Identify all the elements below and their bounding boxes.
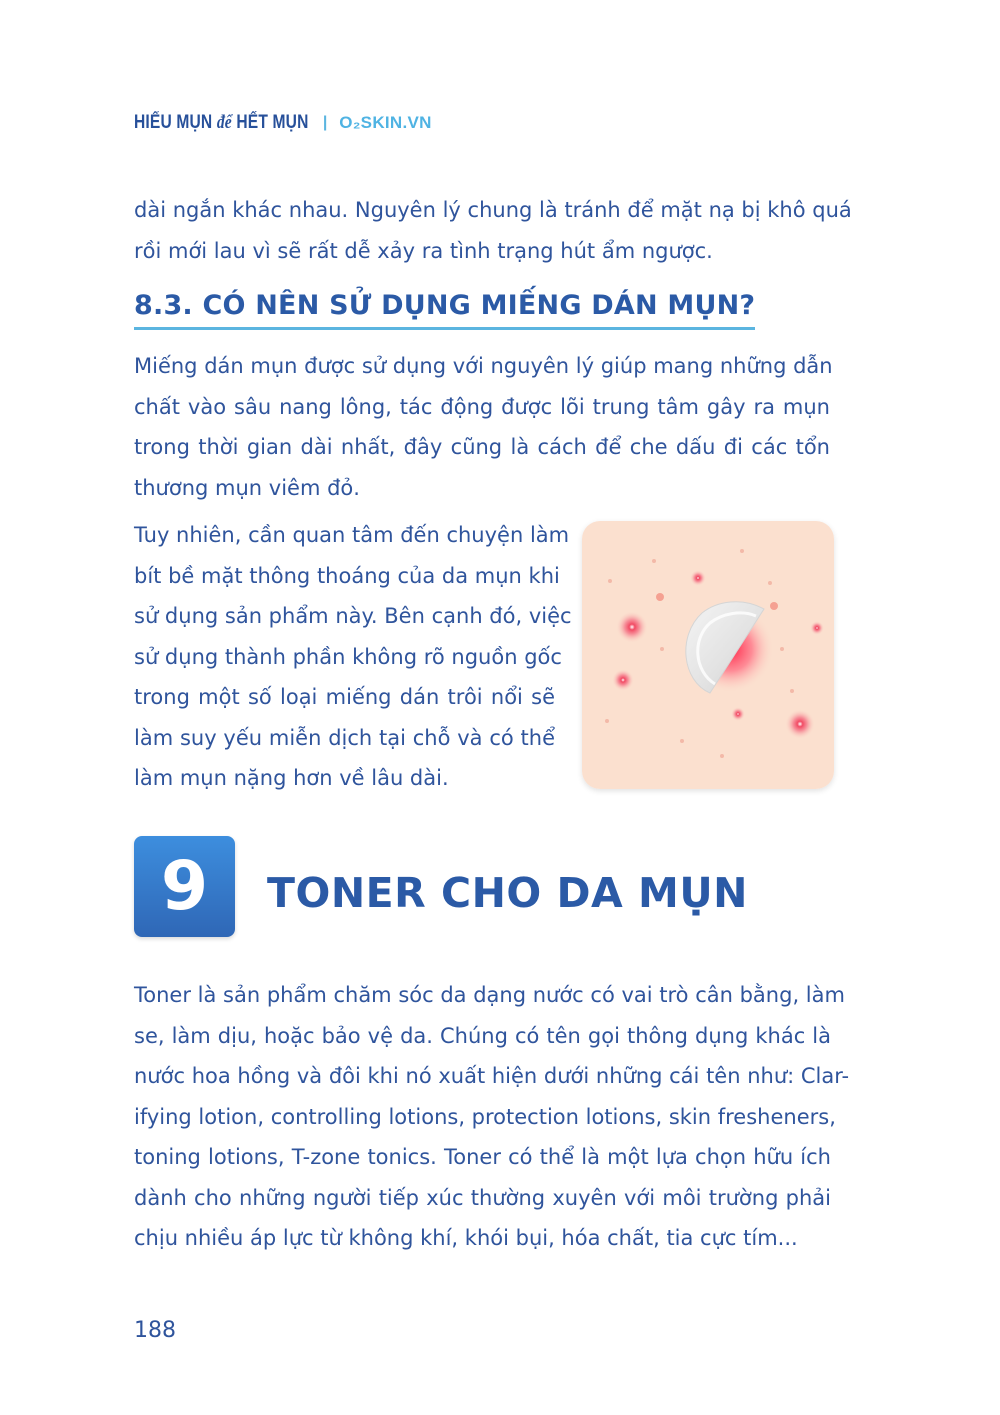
text-line: chịu nhiều áp lực từ không khí, khói bụi, hóa chất, tia cực tím... — [134, 1226, 798, 1250]
text-line: sử dụng sản phẩm này. Bên cạnh đó, việc — [134, 604, 572, 628]
text-line: trong thời gian dài nhất, đây cũng là cách để che dấu đi các tổn — [134, 435, 830, 459]
acne-patch-on-skin-icon — [582, 521, 834, 789]
text-line: Tuy nhiên, cần quan tâm đến chuyện làm — [134, 523, 570, 547]
book-title-part2: HẾT MỤN — [236, 112, 309, 133]
chapter-title: TONER CHO DA MỤN — [267, 869, 748, 917]
header-separator: | — [322, 114, 328, 131]
intro-paragraph — [134, 190, 852, 271]
text-line: ifying lotion, controlling lotions, protection lotions, skin fresheners, — [134, 1104, 836, 1129]
chapter-paragraph — [134, 975, 850, 1259]
text-line: làm suy yếu miễn dịch tại chỗ và có thể — [134, 725, 555, 750]
book-title-part1: HIỂU MỤN — [134, 112, 213, 133]
site-name: O₂SKIN.VN — [339, 113, 432, 132]
running-header — [134, 112, 432, 134]
text-line: chất vào sâu nang lông, tác động được lõi trung tâm gây ra mụn — [134, 394, 830, 419]
text-line: nước hoa hồng và đôi khi nó xuất hiện dưới những cái tên như: Clar- — [134, 1064, 850, 1088]
chapter-number-badge: 9 — [134, 836, 235, 937]
section-title: 8.3. CÓ NÊN SỬ DỤNG MIẾNG DÁN MỤN? — [134, 290, 755, 330]
section-paragraph-2 — [134, 515, 572, 799]
text-line: Toner là sản phẩm chăm sóc da dạng nước có vai trò cân bằng, làm — [134, 983, 845, 1007]
text-line: toning lotions, T-zone tonics. Toner có thể là một lựa chọn hữu ích — [134, 1145, 831, 1169]
text-line: sử dụng thành phần không rõ nguồn gốc — [134, 644, 562, 669]
text-line: se, làm dịu, hoặc bảo vệ da. Chúng có tên gọi thông dụng khác là — [134, 1023, 831, 1048]
book-title — [134, 112, 309, 134]
text-line: làm mụn nặng hơn về lâu dài. — [134, 766, 449, 790]
text-line: bít bề mặt thông thoáng của da mụn khi — [134, 563, 560, 588]
text-line: rồi mới lau vì sẽ rất dễ xảy ra tình trạng hút ẩm ngược. — [134, 238, 713, 263]
page-number: 188 — [134, 1318, 176, 1343]
book-title-de: để — [216, 112, 232, 133]
section-paragraph-1 — [134, 346, 833, 508]
text-line: Miếng dán mụn được sử dụng với nguyên lý giúp mang những dẫn — [134, 354, 833, 378]
text-line: thương mụn viêm đỏ. — [134, 475, 360, 500]
text-line: dài ngắn khác nhau. Nguyên lý chung là tránh để mặt nạ bị khô quá — [134, 198, 852, 222]
text-line: dành cho những người tiếp xúc thường xuyên với môi trường phải — [134, 1185, 831, 1210]
text-line: trong một số loại miếng dán trôi nổi sẽ — [134, 685, 555, 709]
